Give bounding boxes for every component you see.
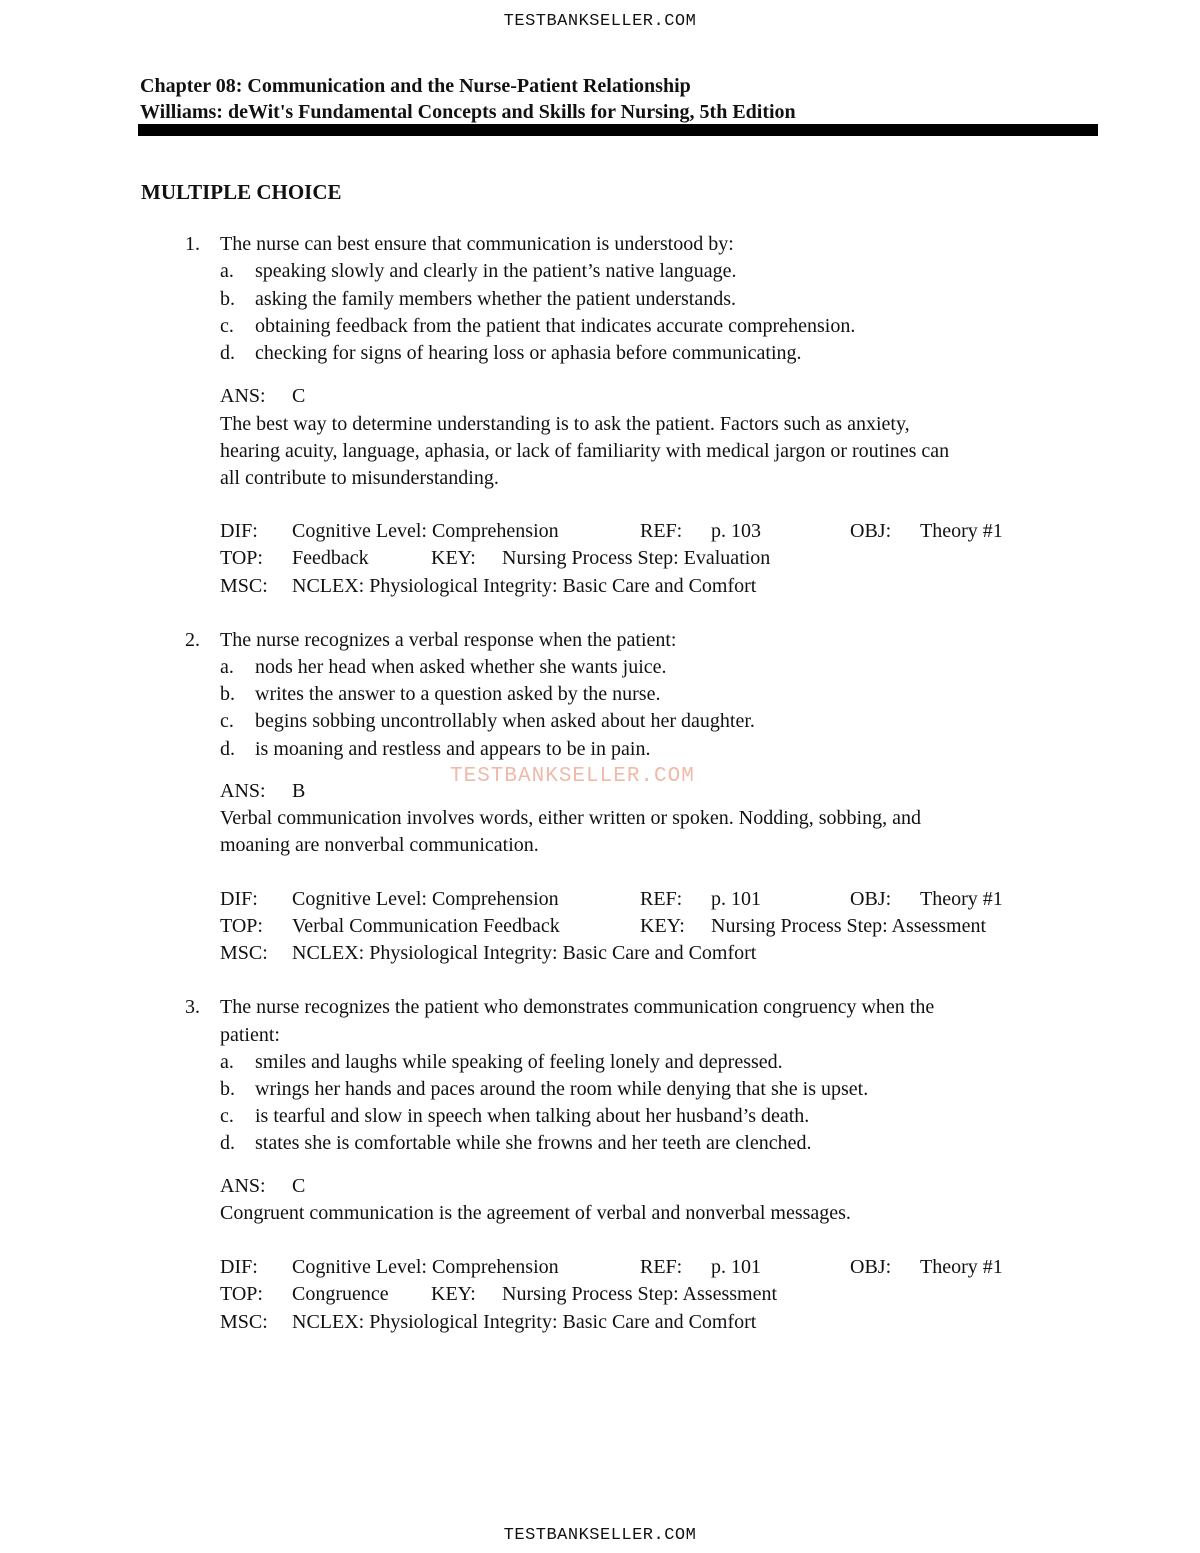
option-letter: a. (220, 260, 234, 282)
ref-value: p. 101 (711, 888, 761, 910)
option-text: nods her head when asked whether she wants juice. (255, 656, 667, 678)
msc-label: MSC: (220, 1311, 268, 1333)
dif-label: DIF: (220, 520, 258, 542)
ref-label: REF: (640, 1256, 683, 1278)
answer-value: C (292, 1175, 306, 1197)
header-watermark: TESTBANKSELLER.COM (503, 12, 697, 31)
option-letter: d. (220, 1132, 235, 1154)
option-letter: c. (220, 1105, 234, 1127)
dif-label: DIF: (220, 1256, 258, 1278)
ref-label: REF: (640, 888, 683, 910)
rationale-line: all contribute to misunderstanding. (220, 467, 499, 489)
option-letter: c. (220, 710, 234, 732)
option-letter: b. (220, 1078, 235, 1100)
option-letter: b. (220, 683, 235, 705)
top-label: TOP: (220, 547, 263, 569)
chapter-title: Chapter 08: Communication and the Nurse-Patient Relationship (140, 75, 691, 97)
key-value: Nursing Process Step: Assessment (502, 1283, 777, 1305)
option-text: is moaning and restless and appears to be in pain. (255, 738, 651, 760)
msc-label: MSC: (220, 575, 268, 597)
question-number: 3. (185, 996, 200, 1018)
question-stem: The nurse recognizes the patient who demonstrates communication congruency when the (220, 996, 935, 1018)
dif-label: DIF: (220, 888, 258, 910)
option-text: speaking slowly and clearly in the patient’s native language. (255, 260, 737, 282)
top-value: Feedback (292, 547, 369, 569)
option-text: states she is comfortable while she frowns and her teeth are clenched. (255, 1132, 812, 1154)
question-number: 1. (185, 233, 200, 255)
ref-value: p. 103 (711, 520, 761, 542)
msc-label: MSC: (220, 942, 268, 964)
center-watermark: TESTBANKSELLER.COM (450, 765, 695, 788)
option-letter: a. (220, 1051, 234, 1073)
answer-label: ANS: (220, 1175, 266, 1197)
ref-value: p. 101 (711, 1256, 761, 1278)
rationale-line: The best way to determine understanding is to ask the patient. Factors such as anxiety, (220, 413, 910, 435)
question-stem: patient: (220, 1024, 280, 1046)
option-text: checking for signs of hearing loss or aphasia before communicating. (255, 342, 802, 364)
top-label: TOP: (220, 1283, 263, 1305)
answer-value: C (292, 385, 306, 407)
key-value: Nursing Process Step: Evaluation (502, 547, 771, 569)
key-value: Nursing Process Step: Assessment (711, 915, 986, 937)
dif-value: Cognitive Level: Comprehension (292, 888, 559, 910)
option-text: writes the answer to a question asked by the nurse. (255, 683, 661, 705)
obj-label: OBJ: (850, 520, 892, 542)
key-label: KEY: (640, 915, 685, 937)
option-text: is tearful and slow in speech when talking about her husband’s death. (255, 1105, 810, 1127)
rationale-line: moaning are nonverbal communication. (220, 834, 539, 856)
option-letter: d. (220, 738, 235, 760)
footer-watermark: TESTBANKSELLER.COM (503, 1526, 697, 1545)
dif-value: Cognitive Level: Comprehension (292, 1256, 559, 1278)
answer-label: ANS: (220, 385, 266, 407)
obj-value: Theory #1 (920, 888, 1003, 910)
option-letter: b. (220, 288, 235, 310)
option-text: begins sobbing uncontrollably when asked about her daughter. (255, 710, 755, 732)
ref-label: REF: (640, 520, 683, 542)
option-letter: d. (220, 342, 235, 364)
rationale-line: Verbal communication involves words, either written or spoken. Nodding, sobbing, and (220, 807, 921, 829)
answer-label: ANS: (220, 780, 266, 802)
top-label: TOP: (220, 915, 263, 937)
msc-value: NCLEX: Physiological Integrity: Basic Care and Comfort (292, 942, 757, 964)
question-stem: The nurse recognizes a verbal response when the patient: (220, 629, 677, 651)
answer-value: B (292, 780, 306, 802)
option-letter: a. (220, 656, 234, 678)
option-text: obtaining feedback from the patient that indicates accurate comprehension. (255, 315, 856, 337)
book-title: Williams: deWit's Fundamental Concepts and Skills for Nursing, 5th Edition (140, 101, 796, 123)
obj-label: OBJ: (850, 888, 892, 910)
header-rule (138, 124, 1098, 136)
obj-value: Theory #1 (920, 520, 1003, 542)
option-text: asking the family members whether the patient understands. (255, 288, 736, 310)
question-number: 2. (185, 629, 200, 651)
top-value: Verbal Communication Feedback (292, 915, 560, 937)
option-text: wrings her hands and paces around the room while denying that she is upset. (255, 1078, 869, 1100)
msc-value: NCLEX: Physiological Integrity: Basic Care and Comfort (292, 1311, 757, 1333)
option-text: smiles and laughs while speaking of feeling lonely and depressed. (255, 1051, 783, 1073)
key-label: KEY: (431, 547, 476, 569)
msc-value: NCLEX: Physiological Integrity: Basic Care and Comfort (292, 575, 757, 597)
question-stem: The nurse can best ensure that communication is understood by: (220, 233, 734, 255)
top-value: Congruence (292, 1283, 389, 1305)
option-letter: c. (220, 315, 234, 337)
obj-label: OBJ: (850, 1256, 892, 1278)
obj-value: Theory #1 (920, 1256, 1003, 1278)
rationale-line: hearing acuity, language, aphasia, or lack of familiarity with medical jargon or routines can (220, 440, 950, 462)
section-heading: MULTIPLE CHOICE (141, 180, 342, 204)
dif-value: Cognitive Level: Comprehension (292, 520, 559, 542)
rationale-line: Congruent communication is the agreement of verbal and nonverbal messages. (220, 1202, 851, 1224)
key-label: KEY: (431, 1283, 476, 1305)
